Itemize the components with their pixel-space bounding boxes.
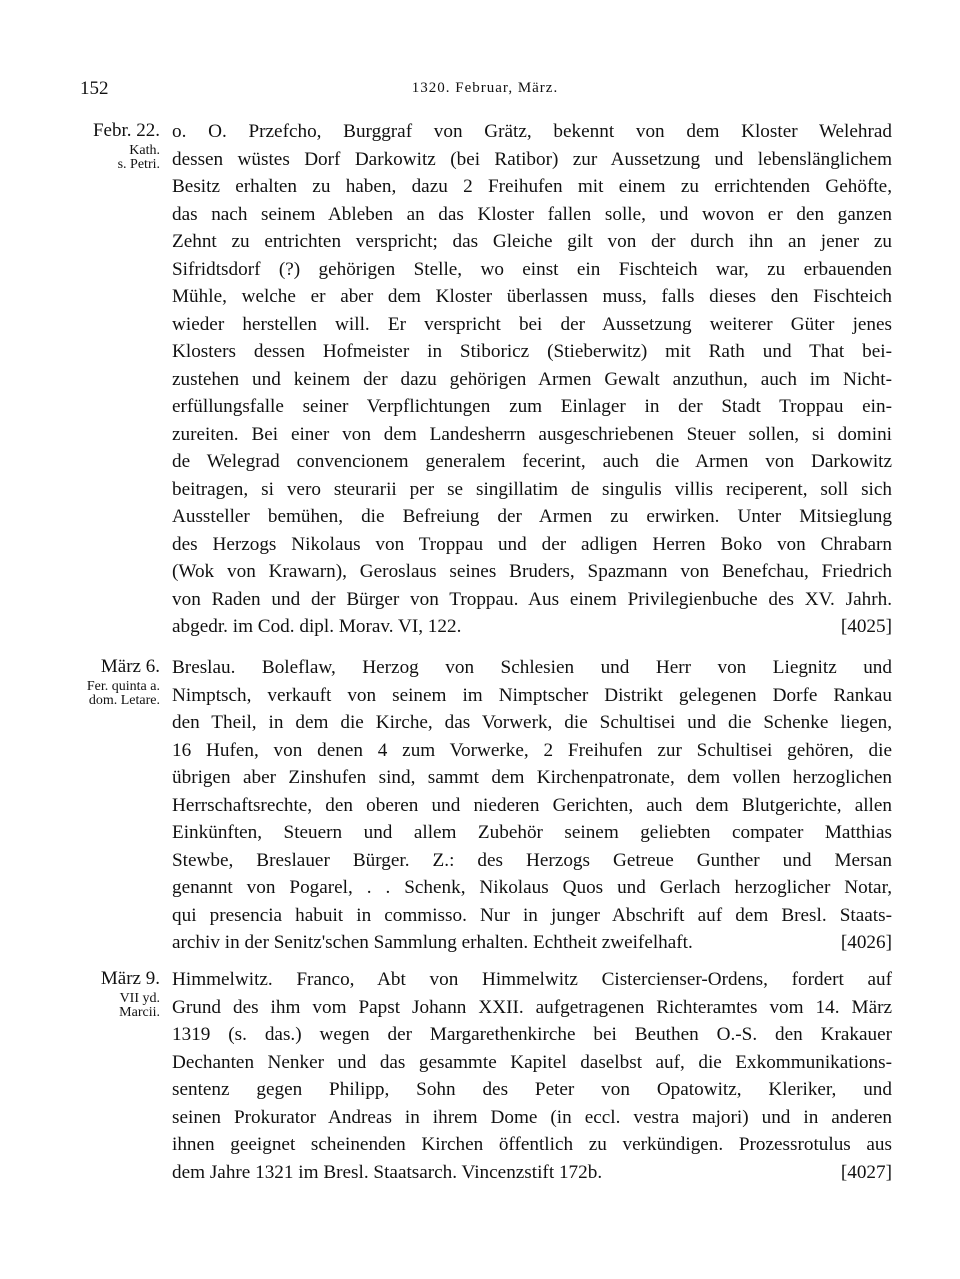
text-line: Himmelwitz. Franco, Abt von Himmelwitz Cistercienser-Ordens, fordert auf xyxy=(172,969,892,990)
margin-feast: s. Petri. xyxy=(117,157,160,172)
text-line: Aussteller bemühen, die Befreiung der Armen zu erwirken. Unter Mitsieglung xyxy=(172,506,892,527)
text-line: Breslau. Boleflaw, Herzog von Schlesien und Herr von Liegnitz und xyxy=(172,657,892,678)
text-line: Nimptsch, verkauft von seinem im Nimptscher Distrikt gelegenen Dorfe Rankau xyxy=(172,684,892,706)
text-line-last xyxy=(172,613,892,641)
text-line: Zehnt zu entrichten verspricht; das Gleiche gilt von der durch ihn an jener zu xyxy=(172,231,892,252)
text-line: Einkünften, Steuern und allem Zubehör seinem geliebten compater Matthias xyxy=(172,822,892,843)
register-number: [4025] xyxy=(840,616,892,637)
margin-day: Fer. quinta a. xyxy=(86,679,160,694)
text-line: qui presencia habuit in commisso. Nur in junger Abschrift auf dem Bresl. Staats- xyxy=(172,904,892,926)
text-line: Herrschaftsrechte, den oberen und niederen Gerichten, auch dem Blutgerichte, allen xyxy=(172,794,892,816)
document-entry-4025 xyxy=(70,118,895,648)
text-line: das nach seinem Ableben an das Kloster fallen solle, und wovon er den ganzen xyxy=(172,203,892,225)
text-line: Sifridtsdorf (?) gehörigen Stelle, wo einst ein Fischteich war, zu erbauenden xyxy=(172,258,892,280)
text-line: Mühle, welche er aber dem Kloster überlassen muss, falls dieses den Fischteich xyxy=(172,286,892,307)
margin-note xyxy=(70,118,160,172)
text-line: erfüllungsfalle seiner Verpflichtungen zum Einlager in der Stadt Troppau ein- xyxy=(172,396,892,417)
text-line: seinen Prokurator Andreas in ihrem Dome (in eccl. vestra majori) und in anderen xyxy=(172,1106,892,1128)
margin-date: Febr. 22. xyxy=(92,120,160,141)
text-line: beitragen, si vero steurarii per se singillatim de singulis villis reciperent, soll sich xyxy=(172,478,892,500)
text-line: des Herzogs Nikolaus von Troppau und der adligen Herren Boko von Chrabarn xyxy=(172,533,892,555)
text-line: abgedr. im Cod. dipl. Morav. VI, 122. xyxy=(172,616,462,637)
page-number: 152 xyxy=(80,78,109,99)
text-line: wieder herstellen will. Er verspricht bei der Aussetzung weiterer Güter jenes xyxy=(172,313,892,335)
text-line: 16 Hufen, von denen 4 zum Vorwerke, 2 Freihufen zur Schultisei gehören, die xyxy=(172,739,892,761)
margin-day: VII yd. xyxy=(119,991,160,1006)
text-line: ihnen geeignet scheinenden Kirchen öffentlich zu verkündigen. Prozessrotulus aus xyxy=(172,1134,892,1155)
register-number: [4026] xyxy=(840,932,892,953)
text-line: Stewbe, Breslauer Bürger. Z.: des Herzogs Getreue Gunther und Mersan xyxy=(172,849,892,871)
margin-date: März 9. xyxy=(100,968,160,989)
margin-note xyxy=(70,966,160,1020)
margin-feast: dom. Letare. xyxy=(88,693,160,708)
text-line: o. O. Przefcho, Burggraf von Grätz, bekennt von dem Kloster Welehrad xyxy=(172,121,892,142)
page-header xyxy=(80,78,890,102)
text-line: übrigen aber Zinshufen sind, sammt dem Kirchenpatronate, dem vollen herzoglichen xyxy=(172,767,892,788)
margin-date: März 6. xyxy=(100,656,160,677)
entry-text xyxy=(172,118,892,641)
entry-text xyxy=(172,654,892,957)
text-line: Klosters dessen Hofmeister in Stiboricz (Stieberwitz) mit Rath und That bei- xyxy=(172,341,892,362)
register-number: [4027] xyxy=(840,1161,892,1183)
text-line: zustehen und keinem der dazu gehörigen Armen Gewalt anzuthun, auch im Nicht- xyxy=(172,368,892,390)
text-line: Besitz erhalten zu haben, dazu 2 Freihufen mit einem zu errichtenden Gehöfte, xyxy=(172,176,892,197)
document-entry-4027 xyxy=(70,966,895,1196)
margin-feast: Marcii. xyxy=(119,1005,160,1020)
text-line: zureiten. Bei einer von dem Landesherrn ausgeschriebenen Steuer sollen, si domini xyxy=(172,423,892,445)
text-line: den Theil, in dem die Kirche, das Vorwerk, die Schultisei und die Schenke liegen, xyxy=(172,712,892,733)
text-line: 1319 (s. das.) wegen der Margarethenkirche bei Beuthen O.-S. den Krakauer xyxy=(172,1024,892,1045)
text-line: archiv in der Senitz'schen Sammlung erhalten. Echtheit zweifelhaft. xyxy=(172,932,693,953)
text-line: sentenz gegen Philipp, Sohn des Peter von Opatowitz, Kleriker, und xyxy=(172,1079,892,1100)
text-line-last xyxy=(172,929,892,957)
text-line: genannt von Pogarel, . . Schenk, Nikolaus Quos und Gerlach herzoglicher Notar, xyxy=(172,877,892,898)
text-line: Grund des ihm vom Papst Johann XXII. aufgetragenen Richteramtes vom 14. März xyxy=(172,996,892,1018)
text-line-last xyxy=(172,1159,892,1187)
text-line: dem Jahre 1321 im Bresl. Staatsarch. Vincenzstift 172b. xyxy=(172,1161,603,1183)
margin-day: Kath. xyxy=(129,143,160,158)
entry-text xyxy=(172,966,892,1186)
running-head: 1320. Februar, März. xyxy=(411,80,559,96)
text-line: Dechanten Nenker und das gesammte Kapitel daselbst auf, die Exkommunikations- xyxy=(172,1051,892,1073)
text-line: dessen wüstes Dorf Darkowitz (bei Ratibor) zur Aussetzung und lebenslänglichem xyxy=(172,148,892,170)
margin-note xyxy=(70,654,160,708)
document-entry-4026 xyxy=(70,654,895,964)
text-line: de Welegrad convencionem generalem fecerint, auch die Armen von Darkowitz xyxy=(172,451,892,472)
text-line: (Wok von Krawarn), Geroslaus seines Bruders, Spazmann von Benefchau, Friedrich xyxy=(172,561,892,582)
text-line: von Raden und der Bürger von Troppau. Aus einem Privilegienbuche des XV. Jahrh. xyxy=(172,588,892,610)
